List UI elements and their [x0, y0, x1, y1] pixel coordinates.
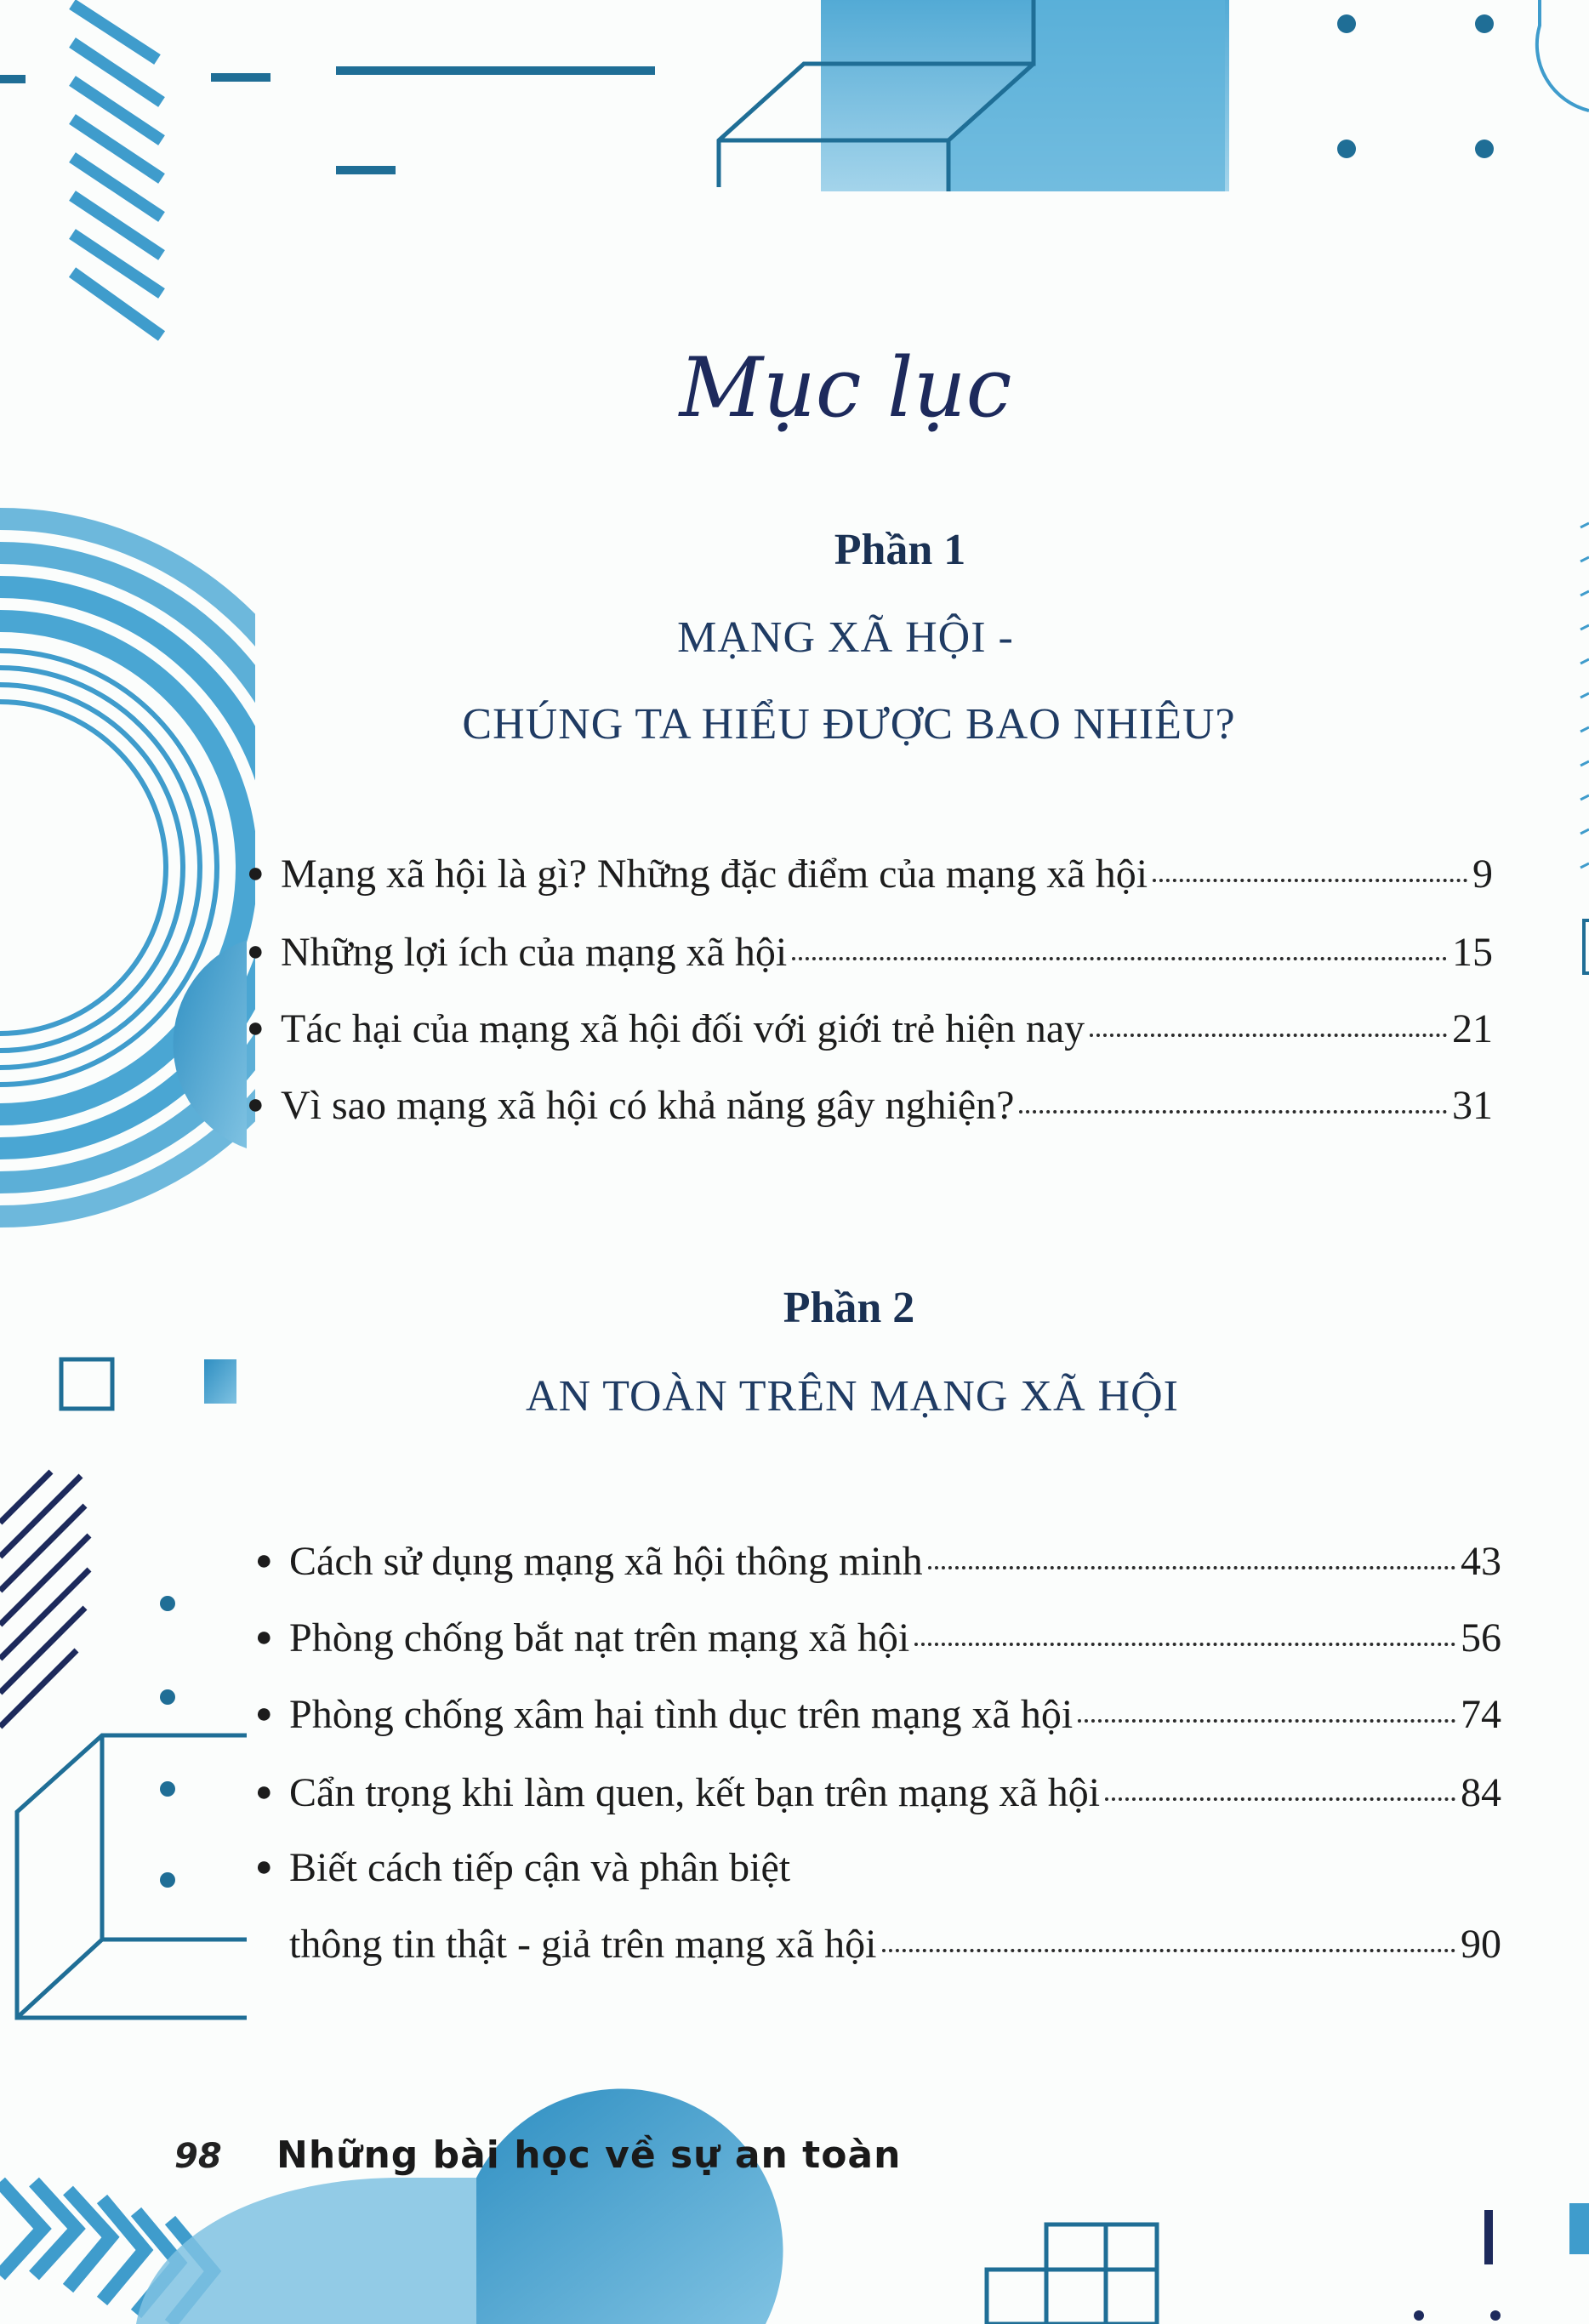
toc-entry-page: 31 [1452, 1083, 1493, 1128]
diagonal-stripes-top-left [72, 4, 162, 336]
toc-entry[interactable] [255, 1538, 1501, 1585]
cube-bottom-left [17, 1735, 247, 2018]
toc-entry-continuation[interactable] [289, 1921, 1501, 1968]
toc-entry[interactable] [255, 1844, 1501, 1891]
outline-square-right-edge [1584, 920, 1589, 973]
toc-entry-title: Mạng xã hội là gì? Những đặc điểm của mạng xã hội [281, 852, 1148, 897]
toc-entry[interactable] [247, 1082, 1493, 1129]
dot-leader [882, 1949, 1455, 1952]
arc-top-right [1537, 0, 1589, 111]
toc-entry[interactable] [255, 1691, 1501, 1738]
toc-entry[interactable] [247, 851, 1493, 897]
bottom-block-right [1569, 2203, 1589, 2254]
dot-leader [1078, 1719, 1455, 1723]
toc-entry[interactable] [247, 929, 1493, 976]
part-1-label: Phần 1 [834, 526, 966, 574]
toc-entry-page: 90 [1461, 1922, 1501, 1967]
bottom-grid [987, 2224, 1157, 2324]
dot-leader [1153, 879, 1467, 882]
bullet-icon: ● [255, 1621, 273, 1653]
toc-entry-title: Phòng chống bắt nạt trên mạng xã hội [289, 1615, 910, 1660]
cube-top [719, 0, 1229, 191]
bullet-icon: ● [255, 1698, 273, 1729]
bottom-half-disc [476, 2088, 783, 2324]
toc-title: Mục lục [679, 340, 1012, 436]
toc-entry-title-continuation: thông tin thật - giả trên mạng xã hội [289, 1922, 877, 1967]
toc-entry-title: Vì sao mạng xã hội có khả năng gây nghiện? [281, 1083, 1015, 1128]
striped-disc-left [0, 1472, 89, 1727]
toc-entry-page: 56 [1461, 1615, 1501, 1660]
dot-leader [1019, 1110, 1447, 1114]
dots-top-right [1337, 14, 1494, 158]
toc-entry-page: 74 [1461, 1692, 1501, 1737]
dot-leader [928, 1566, 1455, 1569]
part-2-title-line-1: AN TOÀN TRÊN MẠNG XÃ HỘI [526, 1372, 1179, 1421]
bullet-icon: ● [255, 1776, 273, 1808]
toc-entry[interactable] [255, 1769, 1501, 1816]
part-1-title-line-1: MẠNG XÃ HỘI - [677, 613, 1014, 662]
toc-entry[interactable] [247, 1005, 1493, 1052]
toc-entry-page: 15 [1452, 930, 1493, 975]
toc-entry-title: Phòng chống xâm hại tình dục trên mạng xã hội [289, 1692, 1074, 1737]
toc-entry-title: Cẩn trọng khi làm quen, kết bạn trên mạng xã hội [289, 1770, 1101, 1815]
dots-bottom-right [1414, 2310, 1501, 2321]
bullet-icon: ● [247, 857, 265, 889]
toc-entry-page: 84 [1461, 1770, 1501, 1815]
dots-left [160, 1596, 175, 1888]
part-1-title-line-2: CHÚNG TA HIỂU ĐƯỢC BAO NHIÊU? [462, 700, 1236, 749]
dot-leader [792, 957, 1447, 960]
toc-entry-title: Biết cách tiếp cận và phân biệt [289, 1845, 791, 1890]
dot-leader [1105, 1797, 1455, 1801]
page-number: 98 [174, 2137, 222, 2176]
bullet-icon: ● [247, 936, 265, 967]
toc-entry-title: Những lợi ích của mạng xã hội [281, 930, 788, 975]
dot-leader [914, 1643, 1455, 1646]
bullet-icon: ● [255, 1545, 273, 1576]
book-title: Những bài học về sự an toàn [276, 2133, 902, 2177]
bullet-icon: ● [247, 1012, 265, 1044]
toc-entry[interactable] [255, 1615, 1501, 1661]
toc-entry-page: 9 [1472, 852, 1493, 897]
toc-entry-title: Tác hại của mạng xã hội đối với giới trẻ hiện nay [281, 1006, 1085, 1051]
dot-leader [1090, 1034, 1447, 1037]
part-2-label: Phần 2 [783, 1284, 915, 1332]
dash-lines-top [0, 66, 655, 174]
bottom-blob-left [136, 2178, 476, 2324]
bottom-bar-right [1484, 2210, 1493, 2264]
toc-entry-title: Cách sử dụng mạng xã hội thông minh [289, 1539, 923, 1584]
toc-entry-page: 43 [1461, 1539, 1501, 1584]
bullet-icon: ● [247, 1089, 265, 1120]
toc-entry-page: 21 [1452, 1006, 1493, 1051]
bullet-icon: ● [255, 1851, 273, 1883]
